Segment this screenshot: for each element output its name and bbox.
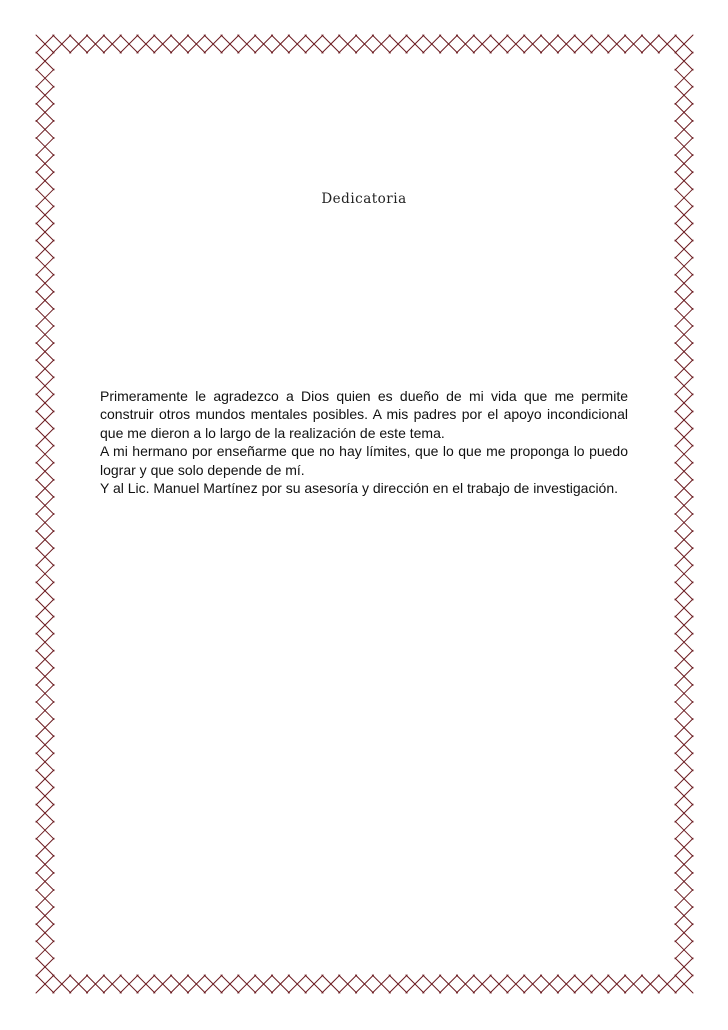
cross-stitch-x-icon bbox=[120, 975, 138, 993]
cross-stitch-x-icon bbox=[675, 223, 693, 241]
cross-stitch-x-icon bbox=[36, 394, 54, 412]
cross-stitch-x-icon bbox=[339, 35, 357, 53]
cross-stitch-x-icon bbox=[473, 975, 491, 993]
cross-stitch-x-icon bbox=[574, 975, 592, 993]
cross-stitch-x-icon bbox=[103, 975, 121, 993]
cross-stitch-x-icon bbox=[36, 736, 54, 754]
cross-stitch-x-icon bbox=[171, 35, 189, 53]
cross-stitch-x-icon bbox=[271, 975, 289, 993]
cross-stitch-x-icon bbox=[608, 975, 626, 993]
cross-stitch-x-icon bbox=[356, 35, 374, 53]
cross-stitch-x-icon bbox=[675, 770, 693, 788]
cross-stitch-x-icon bbox=[675, 360, 693, 378]
cross-stitch-x-icon bbox=[356, 975, 374, 993]
cross-stitch-x-icon bbox=[36, 770, 54, 788]
cross-stitch-x-icon bbox=[322, 975, 340, 993]
cross-stitch-x-icon bbox=[339, 975, 357, 993]
cross-stitch-x-icon bbox=[675, 855, 693, 873]
cross-stitch-x-icon bbox=[675, 872, 693, 890]
cross-stitch-x-icon bbox=[675, 86, 693, 104]
cross-stitch-x-icon bbox=[675, 35, 693, 53]
cross-stitch-x-icon bbox=[36, 821, 54, 839]
cross-stitch-x-icon bbox=[675, 702, 693, 720]
cross-stitch-x-icon bbox=[36, 531, 54, 549]
cross-stitch-x-icon bbox=[440, 35, 458, 53]
cross-stitch-x-icon bbox=[591, 975, 609, 993]
cross-stitch-x-icon bbox=[440, 975, 458, 993]
cross-stitch-x-icon bbox=[574, 35, 592, 53]
cross-stitch-x-icon bbox=[36, 907, 54, 925]
cross-stitch-x-icon bbox=[406, 35, 424, 53]
cross-stitch-x-icon bbox=[675, 582, 693, 600]
dedication-body bbox=[100, 387, 628, 497]
cross-stitch-x-icon bbox=[36, 35, 54, 53]
cross-stitch-x-icon bbox=[36, 411, 54, 429]
cross-stitch-x-icon bbox=[36, 445, 54, 463]
cross-stitch-x-icon bbox=[187, 35, 205, 53]
cross-stitch-x-icon bbox=[36, 496, 54, 514]
cross-stitch-x-icon bbox=[675, 462, 693, 480]
cross-stitch-x-icon bbox=[238, 975, 256, 993]
cross-stitch-x-icon bbox=[675, 343, 693, 361]
cross-stitch-x-icon bbox=[103, 35, 121, 53]
cross-stitch-x-icon bbox=[675, 52, 693, 70]
cross-stitch-x-icon bbox=[36, 890, 54, 908]
cross-stitch-x-icon bbox=[675, 633, 693, 651]
cross-stitch-x-icon bbox=[675, 787, 693, 805]
cross-stitch-x-icon bbox=[36, 308, 54, 326]
cross-stitch-x-icon bbox=[406, 975, 424, 993]
cross-stitch-x-icon bbox=[675, 240, 693, 258]
cross-stitch-x-icon bbox=[675, 821, 693, 839]
cross-stitch-x-icon bbox=[36, 958, 54, 976]
cross-stitch-x-icon bbox=[372, 35, 390, 53]
cross-stitch-x-icon bbox=[36, 274, 54, 292]
cross-stitch-x-icon bbox=[389, 975, 407, 993]
cross-stitch-x-icon bbox=[675, 120, 693, 138]
cross-stitch-x-icon bbox=[36, 206, 54, 224]
cross-stitch-x-icon bbox=[53, 975, 71, 993]
cross-stitch-x-icon bbox=[675, 684, 693, 702]
cross-stitch-x-icon bbox=[137, 975, 155, 993]
cross-stitch-x-icon bbox=[675, 975, 693, 993]
cross-stitch-x-icon bbox=[507, 975, 525, 993]
cross-stitch-x-icon bbox=[36, 941, 54, 959]
cross-stitch-x-icon bbox=[36, 52, 54, 70]
cross-stitch-x-icon bbox=[36, 582, 54, 600]
cross-stitch-x-icon bbox=[36, 975, 54, 993]
cross-stitch-x-icon bbox=[675, 667, 693, 685]
cross-stitch-x-icon bbox=[53, 35, 71, 53]
cross-stitch-x-icon bbox=[120, 35, 138, 53]
dedication-paragraph-2: A mi hermano por enseñarme que no hay límites, que lo que me proponga lo puedo lograr y que solo depende de mí. bbox=[100, 443, 628, 478]
cross-stitch-x-icon bbox=[641, 35, 659, 53]
cross-stitch-x-icon bbox=[490, 975, 508, 993]
cross-stitch-x-icon bbox=[187, 975, 205, 993]
cross-stitch-x-icon bbox=[675, 291, 693, 309]
cross-stitch-x-icon bbox=[557, 35, 575, 53]
cross-stitch-x-icon bbox=[675, 326, 693, 344]
cross-stitch-x-icon bbox=[625, 35, 643, 53]
cross-stitch-x-icon bbox=[675, 257, 693, 275]
cross-stitch-x-icon bbox=[675, 479, 693, 497]
cross-stitch-x-icon bbox=[675, 138, 693, 156]
cross-stitch-x-icon bbox=[171, 975, 189, 993]
cross-stitch-x-icon bbox=[423, 35, 441, 53]
cross-stitch-x-icon bbox=[36, 872, 54, 890]
cross-stitch-x-icon bbox=[675, 206, 693, 224]
cross-stitch-x-icon bbox=[557, 975, 575, 993]
cross-stitch-x-icon bbox=[608, 35, 626, 53]
cross-stitch-x-icon bbox=[36, 855, 54, 873]
cross-stitch-x-icon bbox=[540, 35, 558, 53]
cross-stitch-x-icon bbox=[271, 35, 289, 53]
cross-stitch-x-icon bbox=[389, 35, 407, 53]
cross-stitch-x-icon bbox=[36, 479, 54, 497]
cross-stitch-x-icon bbox=[675, 496, 693, 514]
cross-stitch-x-icon bbox=[36, 428, 54, 446]
cross-stitch-x-icon bbox=[507, 35, 525, 53]
cross-stitch-x-icon bbox=[36, 257, 54, 275]
cross-stitch-x-icon bbox=[625, 975, 643, 993]
cross-stitch-x-icon bbox=[36, 599, 54, 617]
cross-stitch-x-icon bbox=[36, 155, 54, 173]
cross-stitch-x-icon bbox=[675, 838, 693, 856]
cross-stitch-x-icon bbox=[675, 924, 693, 942]
cross-stitch-x-icon bbox=[675, 565, 693, 583]
cross-stitch-x-icon bbox=[221, 975, 239, 993]
cross-stitch-x-icon bbox=[675, 428, 693, 446]
dedication-paragraph-1: Primeramente le agradezco a Dios quien es dueño de mi vida que me permite construir otros mundos mentales posibles. A mis padres por el apoyo incondicional que me dieron a lo largo de la realización de este tema. bbox=[100, 388, 628, 441]
cross-stitch-x-icon bbox=[70, 975, 88, 993]
cross-stitch-x-icon bbox=[675, 514, 693, 532]
cross-stitch-x-icon bbox=[675, 804, 693, 822]
cross-stitch-x-icon bbox=[36, 514, 54, 532]
cross-stitch-x-icon bbox=[305, 35, 323, 53]
cross-stitch-x-icon bbox=[238, 35, 256, 53]
cross-stitch-x-icon bbox=[154, 35, 172, 53]
cross-stitch-x-icon bbox=[36, 172, 54, 190]
cross-stitch-x-icon bbox=[675, 69, 693, 87]
cross-stitch-x-icon bbox=[675, 155, 693, 173]
cross-stitch-x-icon bbox=[372, 975, 390, 993]
cross-stitch-x-icon bbox=[675, 274, 693, 292]
cross-stitch-x-icon bbox=[255, 35, 273, 53]
cross-stitch-x-icon bbox=[36, 462, 54, 480]
cross-stitch-x-icon bbox=[36, 103, 54, 121]
cross-stitch-x-icon bbox=[36, 787, 54, 805]
cross-stitch-x-icon bbox=[36, 86, 54, 104]
cross-stitch-x-icon bbox=[675, 907, 693, 925]
cross-stitch-x-icon bbox=[675, 958, 693, 976]
cross-stitch-x-icon bbox=[36, 69, 54, 87]
cross-stitch-x-icon bbox=[675, 308, 693, 326]
cross-stitch-x-icon bbox=[36, 719, 54, 737]
cross-stitch-x-icon bbox=[675, 616, 693, 634]
cross-stitch-x-icon bbox=[675, 650, 693, 668]
cross-stitch-x-icon bbox=[36, 326, 54, 344]
cross-stitch-x-icon bbox=[456, 35, 474, 53]
cross-stitch-x-icon bbox=[540, 975, 558, 993]
cross-stitch-x-icon bbox=[473, 35, 491, 53]
cross-stitch-x-icon bbox=[675, 531, 693, 549]
cross-stitch-x-icon bbox=[36, 650, 54, 668]
cross-stitch-x-icon bbox=[36, 120, 54, 138]
cross-stitch-x-icon bbox=[675, 394, 693, 412]
cross-stitch-x-icon bbox=[36, 360, 54, 378]
cross-stitch-x-icon bbox=[36, 753, 54, 771]
cross-stitch-x-icon bbox=[675, 411, 693, 429]
cross-stitch-x-icon bbox=[641, 975, 659, 993]
cross-stitch-x-icon bbox=[675, 719, 693, 737]
cross-stitch-x-icon bbox=[36, 702, 54, 720]
cross-stitch-x-icon bbox=[255, 975, 273, 993]
cross-stitch-x-icon bbox=[36, 377, 54, 395]
cross-stitch-x-icon bbox=[524, 975, 542, 993]
cross-stitch-x-icon bbox=[36, 223, 54, 241]
cross-stitch-x-icon bbox=[490, 35, 508, 53]
cross-stitch-x-icon bbox=[675, 445, 693, 463]
cross-stitch-x-icon bbox=[137, 35, 155, 53]
cross-stitch-x-icon bbox=[456, 975, 474, 993]
cross-stitch-x-icon bbox=[36, 633, 54, 651]
cross-stitch-x-icon bbox=[36, 804, 54, 822]
cross-stitch-x-icon bbox=[86, 35, 104, 53]
cross-stitch-x-icon bbox=[154, 975, 172, 993]
cross-stitch-x-icon bbox=[322, 35, 340, 53]
cross-stitch-x-icon bbox=[36, 667, 54, 685]
cross-stitch-x-icon bbox=[204, 975, 222, 993]
cross-stitch-x-icon bbox=[675, 103, 693, 121]
cross-stitch-x-icon bbox=[36, 291, 54, 309]
cross-stitch-x-icon bbox=[675, 753, 693, 771]
cross-stitch-x-icon bbox=[675, 548, 693, 566]
page-title: Dedicatoria bbox=[321, 191, 407, 207]
cross-stitch-x-icon bbox=[305, 975, 323, 993]
cross-stitch-x-icon bbox=[675, 736, 693, 754]
cross-stitch-x-icon bbox=[70, 35, 88, 53]
cross-stitch-x-icon bbox=[36, 616, 54, 634]
cross-stitch-x-icon bbox=[658, 35, 676, 53]
cross-stitch-x-icon bbox=[675, 941, 693, 959]
cross-stitch-x-icon bbox=[36, 240, 54, 258]
cross-stitch-x-icon bbox=[36, 838, 54, 856]
cross-stitch-x-icon bbox=[423, 975, 441, 993]
cross-stitch-x-icon bbox=[36, 343, 54, 361]
cross-stitch-x-icon bbox=[675, 599, 693, 617]
cross-stitch-x-icon bbox=[36, 138, 54, 156]
cross-stitch-x-icon bbox=[36, 565, 54, 583]
cross-stitch-x-icon bbox=[288, 975, 306, 993]
cross-stitch-x-icon bbox=[675, 172, 693, 190]
cross-stitch-x-icon bbox=[675, 890, 693, 908]
cross-stitch-x-icon bbox=[86, 975, 104, 993]
cross-stitch-x-icon bbox=[36, 924, 54, 942]
dedication-paragraph-3: Y al Lic. Manuel Martínez por su asesoría y dirección en el trabajo de investigación. bbox=[100, 480, 619, 497]
cross-stitch-x-icon bbox=[36, 548, 54, 566]
cross-stitch-x-icon bbox=[675, 377, 693, 395]
cross-stitch-x-icon bbox=[36, 684, 54, 702]
cross-stitch-x-icon bbox=[524, 35, 542, 53]
cross-stitch-x-icon bbox=[204, 35, 222, 53]
cross-stitch-x-icon bbox=[591, 35, 609, 53]
cross-stitch-x-icon bbox=[288, 35, 306, 53]
cross-stitch-x-icon bbox=[658, 975, 676, 993]
cross-stitch-x-icon bbox=[221, 35, 239, 53]
